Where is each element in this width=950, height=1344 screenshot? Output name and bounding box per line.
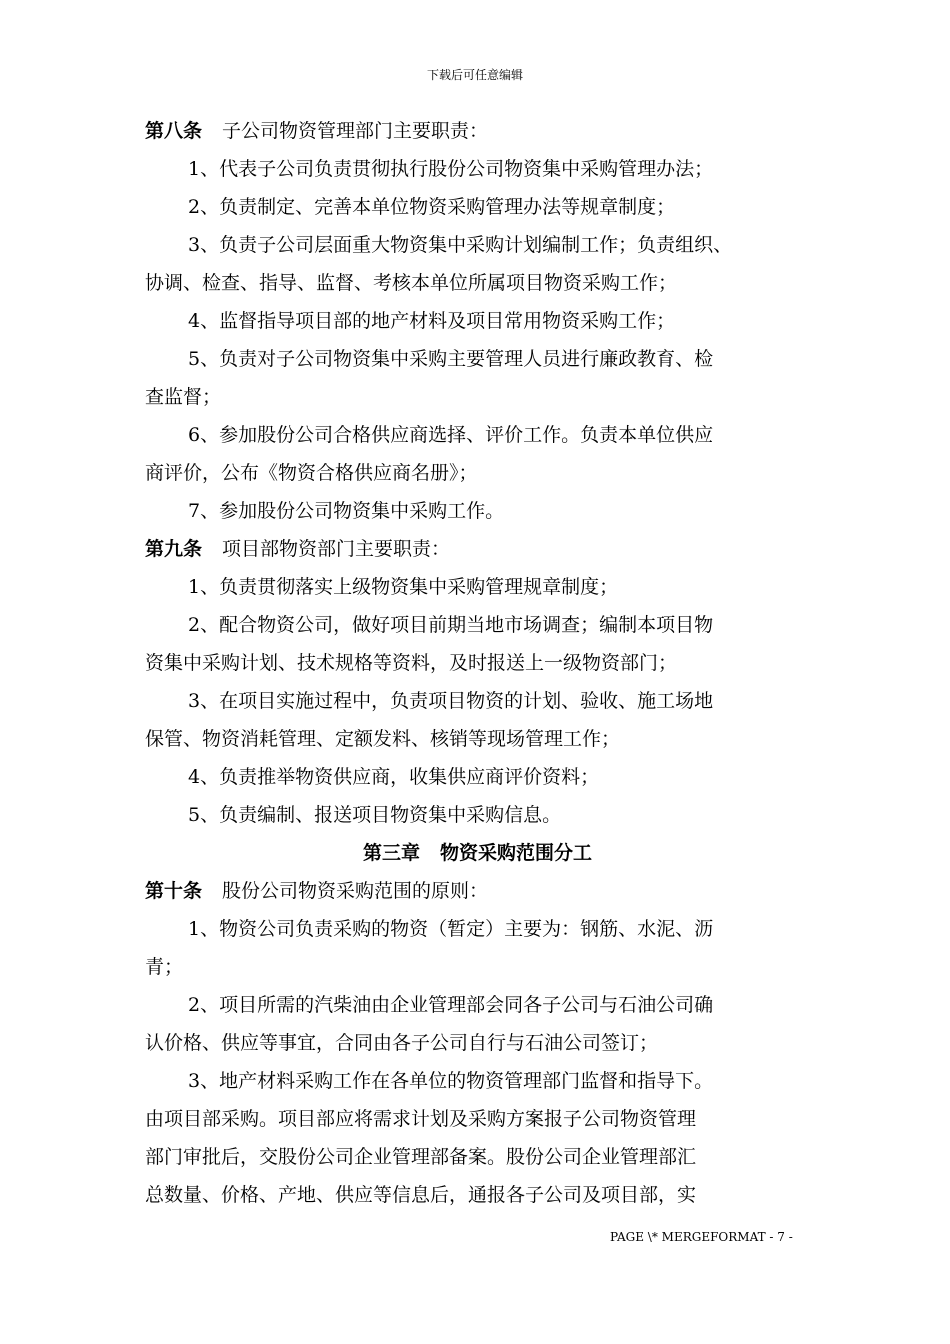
- paragraph-continuation-line: 商评价，公布《物资合格供应商名册》；: [145, 462, 478, 484]
- paragraph-continuation-line: 资集中采购计划、技术规格等资料，及时报送上一级物资部门；: [145, 652, 678, 674]
- paragraph-first-line: 2、负责制定、完善本单位物资采购管理办法等规章制度；: [188, 196, 676, 218]
- chapter-label: 第三章: [362, 842, 420, 864]
- paragraph-continuation-line: 协调、检查、指导、监督、考核本单位所属项目物资采购工作；: [145, 272, 678, 294]
- article-heading-line: [145, 112, 810, 150]
- paragraph-continuation-line: 由项目部采购。项目部应将需求计划及采购方案报子公司物资管理: [145, 1108, 697, 1130]
- paragraph-continuation-line: 认价格、供应等事宜，合同由各子公司自行与石油公司签订；: [145, 1032, 659, 1054]
- article-heading-line: [145, 872, 810, 910]
- paragraph-first-line: 7、参加股份公司物资集中采购工作。: [188, 500, 505, 522]
- paragraph-first-line: 3、负责子公司层面重大物资集中采购计划编制工作；负责组织、: [188, 234, 733, 256]
- paragraph-first-line: 5、负责对子公司物资集中采购主要管理人员进行廉政教育、检: [188, 348, 714, 370]
- page-footer: PAGE \* MERGEFORMAT - 7 -: [610, 1230, 793, 1244]
- paragraph-first-line: 4、监督指导项目部的地产材料及项目常用物资采购工作；: [188, 310, 676, 332]
- paragraph-first-line: 2、配合物资公司，做好项目前期当地市场调查；编制本项目物: [188, 614, 714, 636]
- paragraph-first-line: 5、负责编制、报送项目物资集中采购信息。: [188, 804, 562, 826]
- paragraph-first-line: 4、负责推举物资供应商，收集供应商评价资料；: [188, 766, 600, 788]
- article-label: 第八条: [145, 120, 203, 142]
- paragraph-continuation-line: 查监督；: [145, 386, 222, 408]
- article-text: 子公司物资管理部门主要职责：: [222, 120, 489, 142]
- paragraph-continuation-line: 总数量、价格、产地、供应等信息后，通报各子公司及项目部，实: [145, 1184, 697, 1206]
- paragraph-first-line: 2、项目所需的汽柴油由企业管理部会同各子公司与石油公司确: [188, 994, 714, 1016]
- paragraph-continuation-line: 部门审批后，交股份公司企业管理部备案。股份公司企业管理部汇: [145, 1146, 697, 1168]
- paragraph-first-line: 3、地产材料采购工作在各单位的物资管理部门监督和指导下。: [188, 1070, 714, 1092]
- article-text: 项目部物资部门主要职责：: [222, 538, 451, 560]
- article-heading-line: [145, 530, 810, 568]
- document-body: [145, 112, 810, 1214]
- article-label: 第九条: [145, 538, 203, 560]
- article-label: 第十条: [145, 880, 203, 902]
- header-note: 下载后可任意编辑: [426, 68, 523, 82]
- chapter-title: 物资采购范围分工: [440, 842, 593, 864]
- paragraph-first-line: 1、物资公司负责采购的物资（暂定）主要为：钢筋、水泥、沥: [188, 918, 714, 940]
- paragraph-continuation-line: 保管、物资消耗管理、定额发料、核销等现场管理工作；: [145, 728, 621, 750]
- paragraph-continuation-line: 青；: [145, 956, 184, 978]
- paragraph-first-line: 1、负责贯彻落实上级物资集中采购管理规章制度；: [188, 576, 619, 598]
- article-text: 股份公司物资采购范围的原则：: [222, 880, 489, 902]
- paragraph-first-line: 6、参加股份公司合格供应商选择、评价工作。负责本单位供应: [188, 424, 714, 446]
- chapter-heading: [145, 834, 810, 872]
- paragraph-first-line: 3、在项目实施过程中，负责项目物资的计划、验收、施工场地: [188, 690, 714, 712]
- paragraph-first-line: 1、代表子公司负责贯彻执行股份公司物资集中采购管理办法；: [188, 158, 714, 180]
